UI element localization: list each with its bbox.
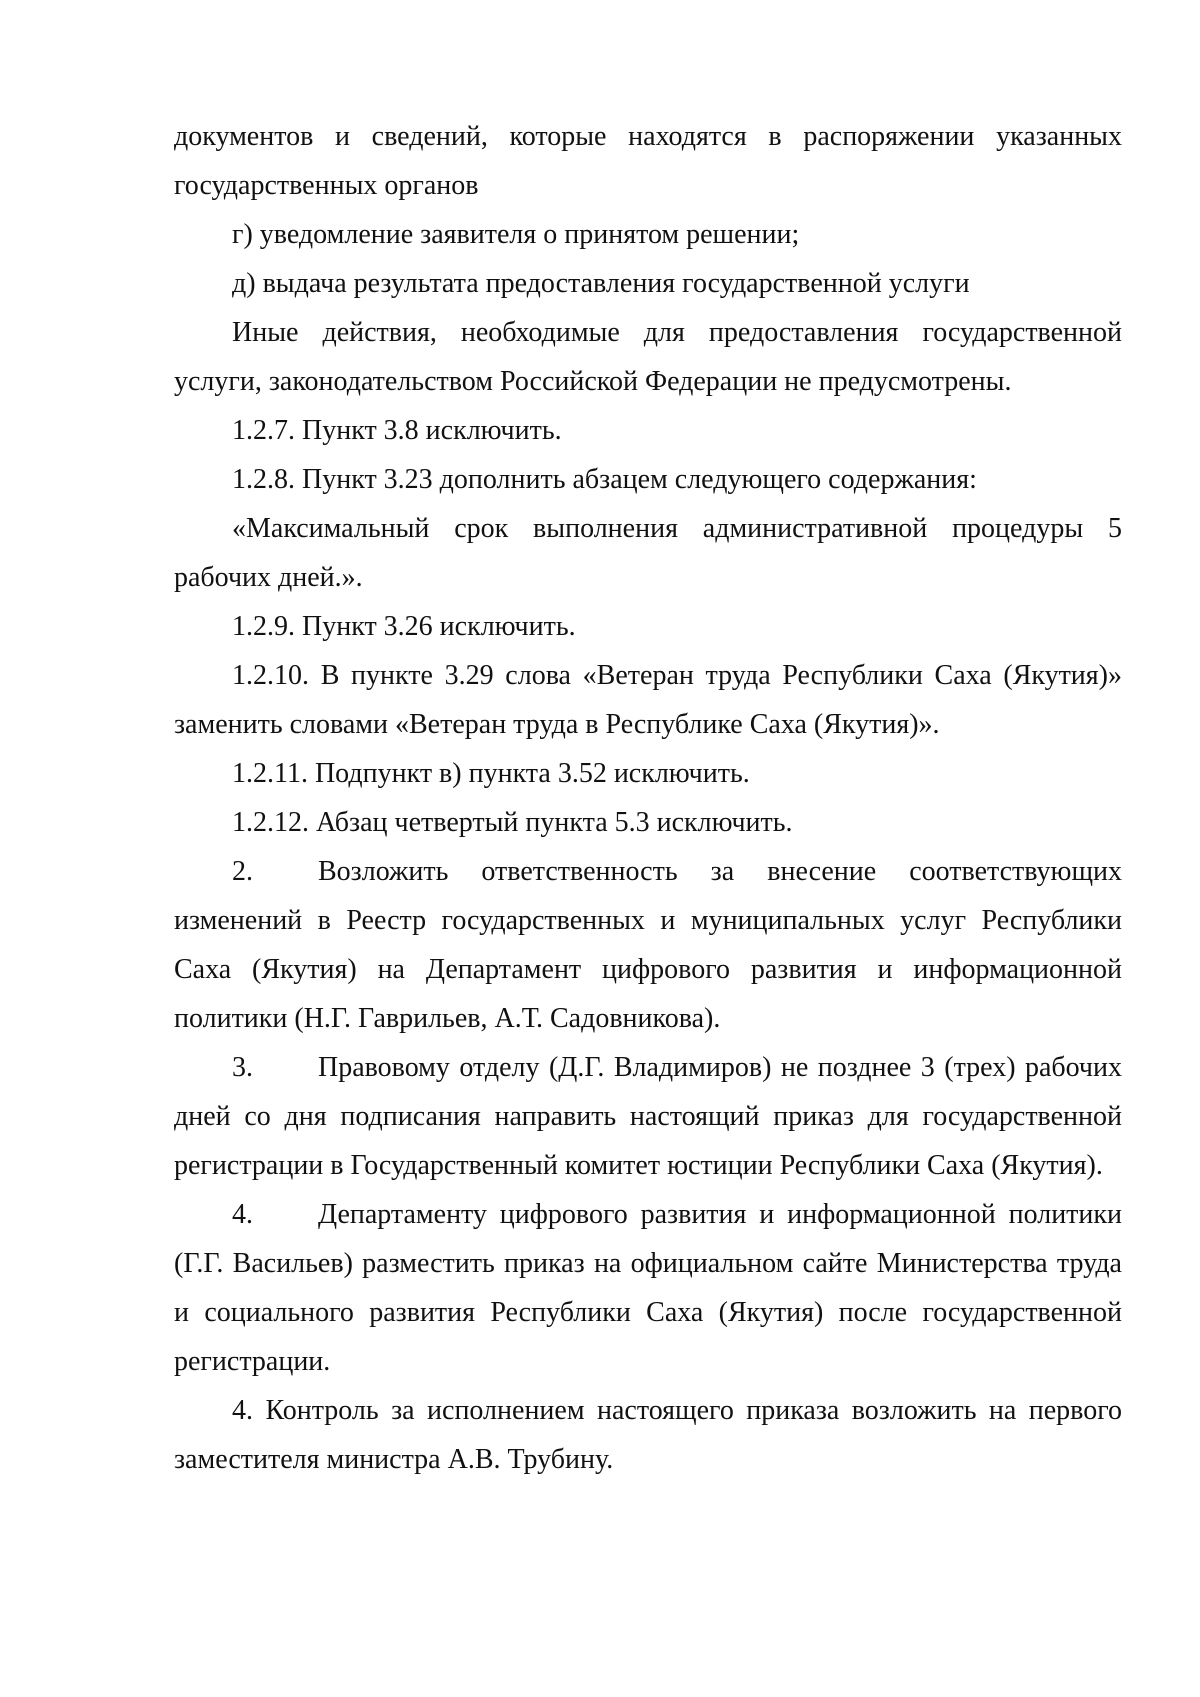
- item-number: 3.: [232, 1052, 253, 1083]
- paragraph-1-2-9: 1.2.9. Пункт 3.26 исключить.: [232, 611, 576, 642]
- item-continuation: изменений в Реестр государственных и муниципальных услуг Республики Саха (Якутия) на Департамент цифрового развития и информационной политики (Н.Г. Гаврильев, А.Т. Садовникова).: [174, 905, 1122, 1034]
- paragraph-1-2-11: 1.2.11. Подпункт в) пункта 3.52 исключить.: [232, 758, 750, 789]
- paragraph-1-2-10: 1.2.10. В пункте 3.29 слова «Ветеран труда Республики Саха (Якутия)» заменить словами «Ветеран труда в Республике Саха (Якутия)».: [174, 660, 1122, 740]
- paragraph-continuation: документов и сведений, которые находятся в распоряжении указанных государственных органов: [174, 121, 1122, 201]
- document-body: [174, 112, 1122, 1484]
- numbered-item-4: [174, 1190, 1122, 1386]
- item-number: 4.: [232, 1199, 253, 1230]
- item-continuation: дней со дня подписания направить настоящий приказ для государственной регистрации в Государственный комитет юстиции Республики Саха (Якутия).: [174, 1101, 1122, 1181]
- paragraph-1-2-8: 1.2.8. Пункт 3.23 дополнить абзацем следующего содержания:: [232, 464, 977, 495]
- paragraph-other-actions: Иные действия, необходимые для предоставления государственной услуги, законодательством Российской Федерации не предусмотрены.: [174, 317, 1122, 397]
- item-continuation: (Г.Г. Васильев) разместить приказ на официальном сайте Министерства труда и социального развития Республики Саха (Якутия) после государственной регистрации.: [174, 1248, 1122, 1377]
- paragraph-1-2-7: 1.2.7. Пункт 3.8 исключить.: [232, 415, 562, 446]
- numbered-item-3: [174, 1043, 1122, 1190]
- item-first-line: Возложить ответственность за внесение соответствующих: [318, 856, 1122, 887]
- paragraph-1-2-12: 1.2.12. Абзац четвертый пункта 5.3 исключить.: [232, 807, 793, 838]
- numbered-item-2: [174, 847, 1122, 1043]
- item-first-line: Департаменту цифрового развития и информационной политики: [318, 1199, 1122, 1230]
- paragraph-item-g: г) уведомление заявителя о принятом решении;: [232, 219, 800, 250]
- paragraph-control: 4. Контроль за исполнением настоящего приказа возложить на первого заместителя министра А.В. Трубину.: [174, 1395, 1122, 1475]
- item-first-line: Правовому отделу (Д.Г. Владимиров) не позднее 3 (трех) рабочих: [318, 1052, 1122, 1083]
- item-number: 2.: [232, 856, 253, 887]
- paragraph-item-d: д) выдача результата предоставления государственной услуги: [232, 268, 970, 299]
- paragraph-max-term: «Максимальный срок выполнения административной процедуры 5 рабочих дней.».: [174, 513, 1122, 593]
